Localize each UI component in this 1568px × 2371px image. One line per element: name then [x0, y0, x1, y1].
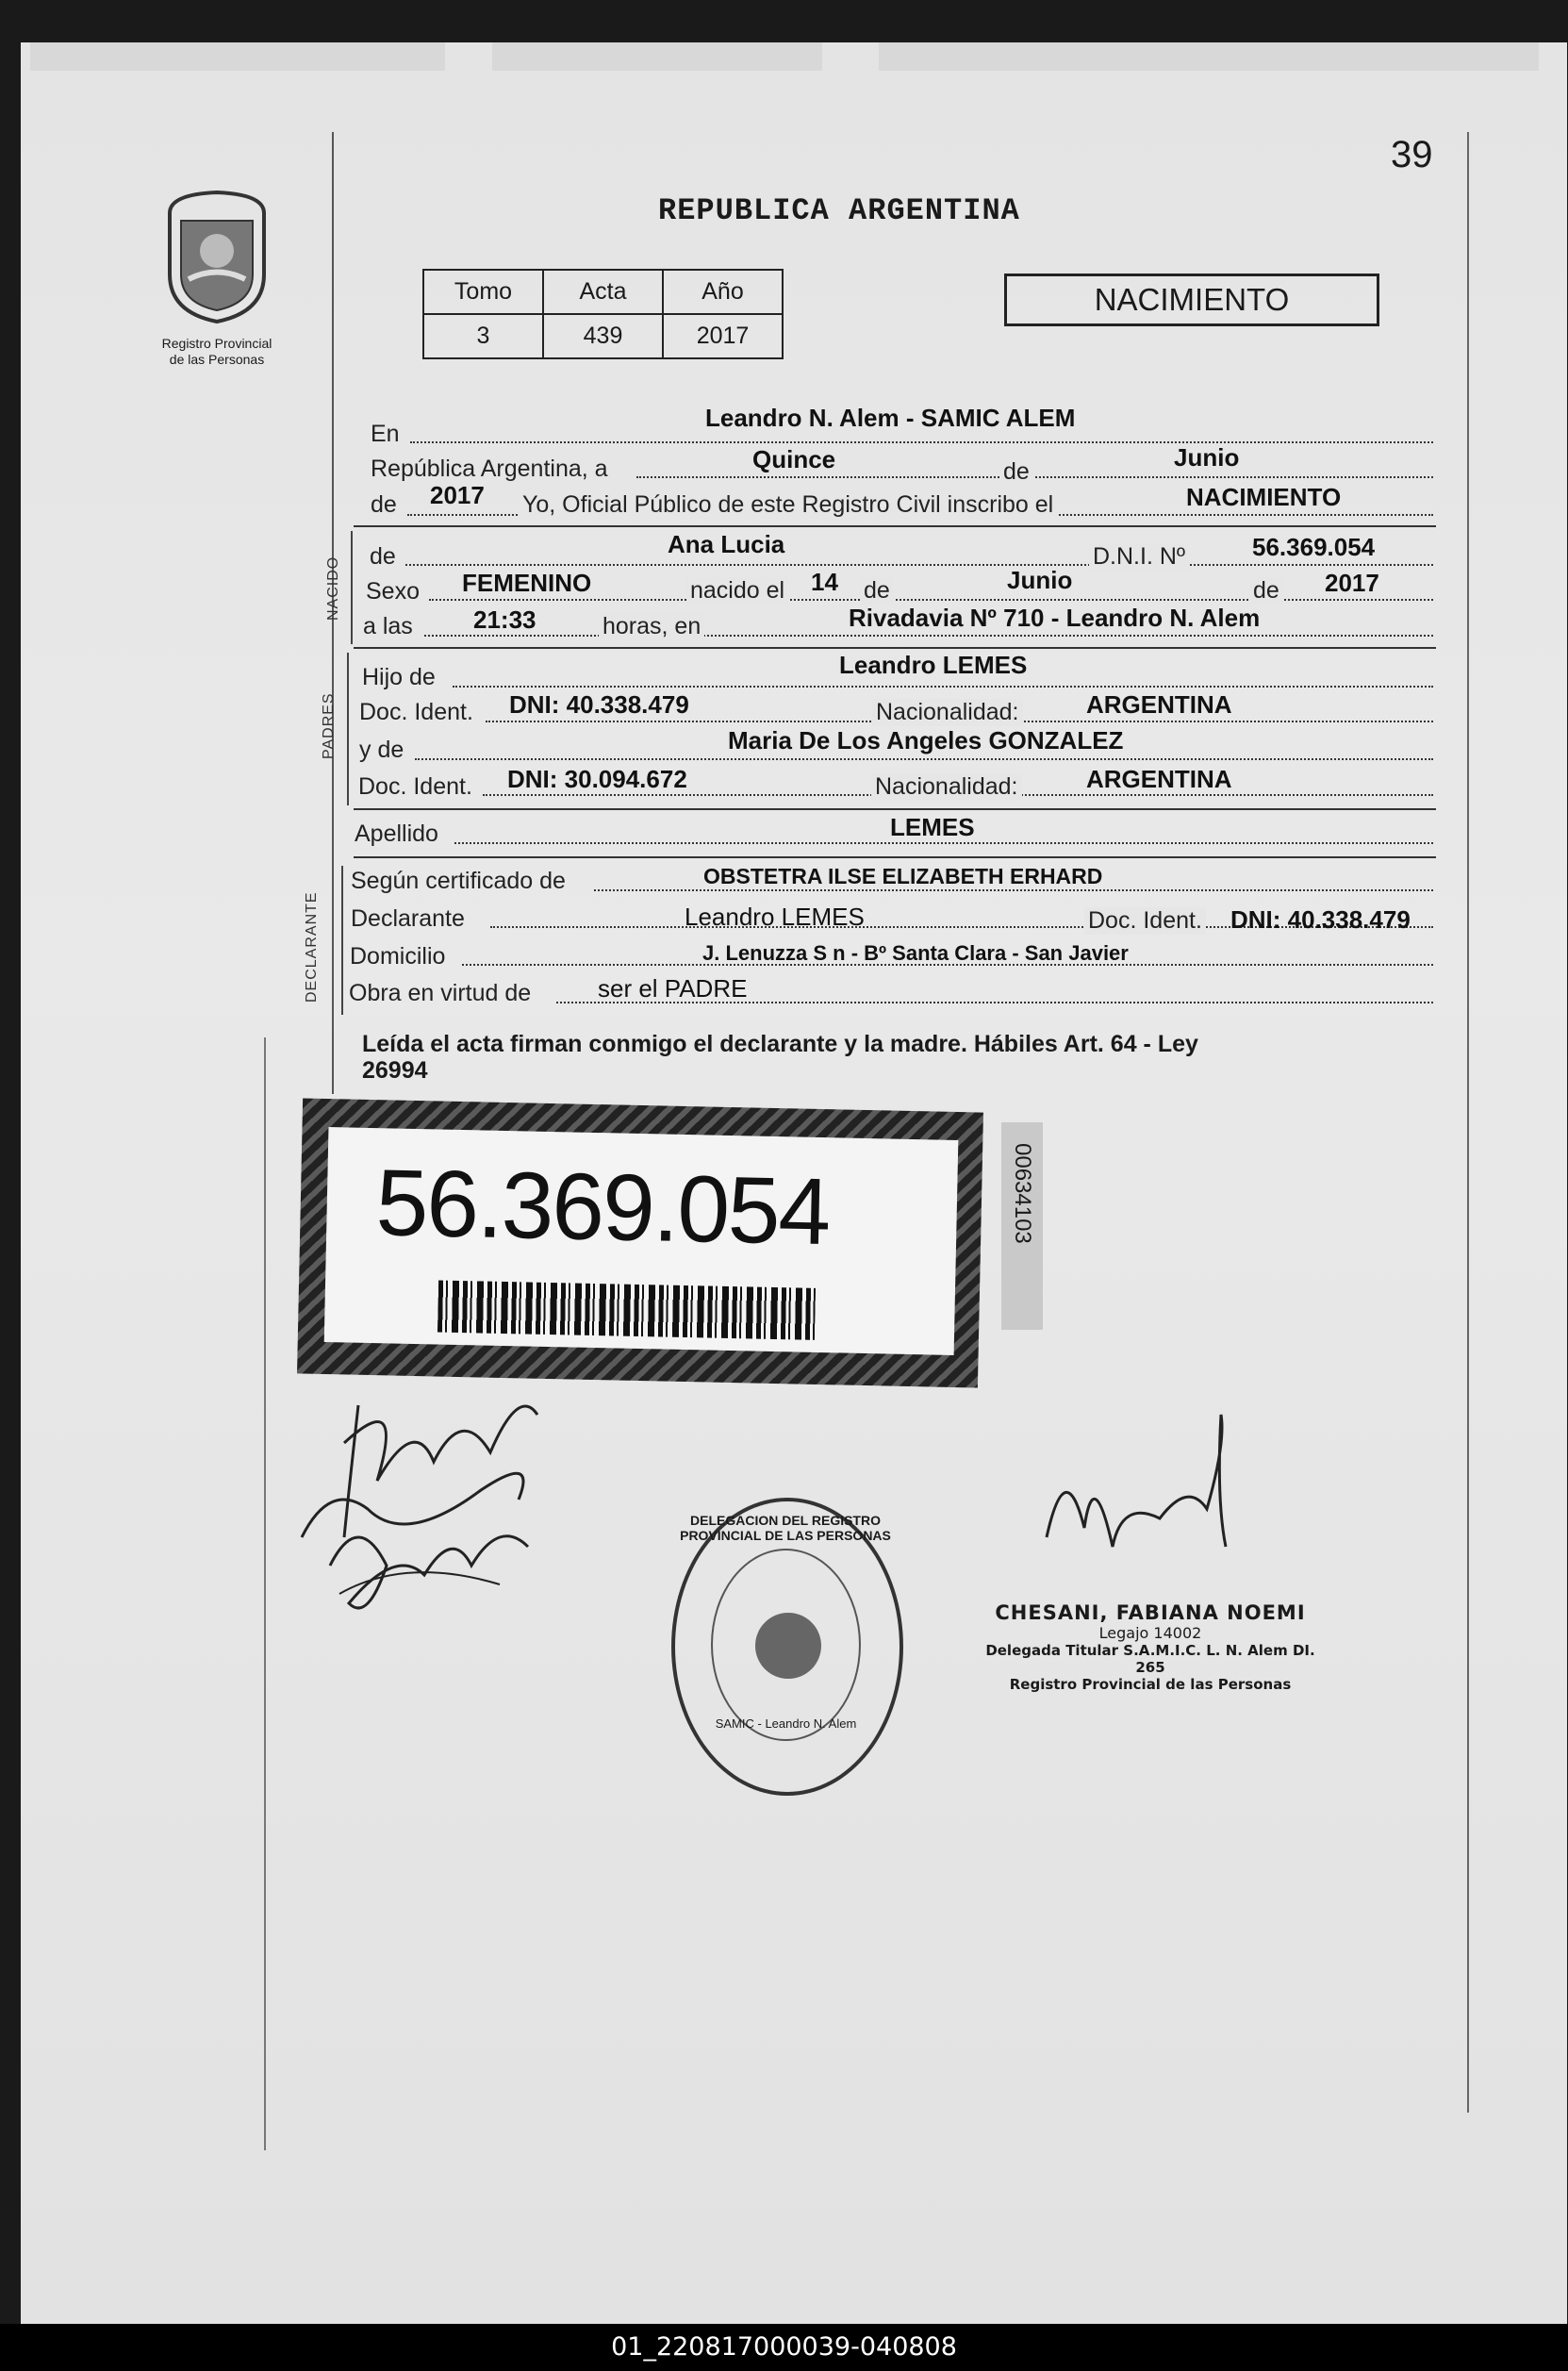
- value-dni: 56.369.054: [1252, 533, 1376, 561]
- registry-header-acta: Acta: [543, 270, 663, 314]
- sticker-number: 56.369.054: [374, 1150, 831, 1266]
- official-seal: [671, 1498, 903, 1796]
- label-de-anio-nac: de: [1249, 577, 1283, 605]
- label-de-nombre: de: [370, 543, 396, 570]
- value-anio: 2017: [430, 481, 485, 509]
- value-anio-nac: 2017: [1325, 569, 1379, 597]
- section-divider: [354, 856, 1436, 858]
- dotted-line: [594, 889, 1433, 891]
- label-republica: República Argentina, a: [371, 456, 608, 482]
- registry-value-acta: 439: [543, 314, 663, 358]
- value-apellido: LEMES: [890, 813, 975, 841]
- document-title: REPUBLICA ARGENTINA: [658, 193, 1020, 228]
- label-nacionalidad-1: Nacionalidad:: [872, 699, 1023, 726]
- value-padre-nac: ARGENTINA: [1086, 690, 1232, 719]
- label-hijo-de: Hijo de: [362, 664, 436, 690]
- label-apellido: Apellido: [355, 821, 438, 847]
- registry-value-tomo: 3: [423, 314, 543, 358]
- label-obra: Obra en virtud de: [349, 980, 532, 1006]
- value-sexo: FEMENINO: [462, 569, 592, 597]
- section-bracket: [341, 866, 343, 1015]
- label-segun-cert: Según certificado de: [351, 868, 566, 894]
- value-certificado: OBSTETRA ILSE ELIZABETH ERHARD: [703, 864, 1103, 888]
- registry-value-anio: 2017: [663, 314, 783, 358]
- label-sexo: Sexo: [366, 578, 420, 605]
- value-hora: 21:33: [473, 605, 536, 634]
- label-yo-oficial: Yo, Oficial Público de este Registro Civil inscribo el: [519, 491, 1057, 519]
- dotted-line: [415, 758, 1433, 760]
- value-madre-nac: ARGENTINA: [1086, 765, 1232, 793]
- registry-table: [422, 269, 784, 359]
- value-tipo: NACIMIENTO: [1186, 483, 1342, 511]
- page-number: 39: [1391, 134, 1433, 175]
- dotted-line: [453, 686, 1433, 688]
- label-dni: D.N.I. Nº: [1089, 543, 1189, 571]
- value-obra: ser el PADRE: [598, 974, 748, 1003]
- dotted-line: [454, 842, 1433, 844]
- label-declarante: Declarante: [351, 905, 465, 932]
- barcode: [437, 1281, 816, 1340]
- official-legajo: Legajo 14002: [1098, 1624, 1202, 1642]
- closing-line-2: 26994: [362, 1057, 428, 1084]
- label-horas-en: horas, en: [599, 613, 704, 640]
- label-nacido-el: nacido el: [686, 577, 788, 605]
- value-padre-doc: DNI: 40.338.479: [509, 690, 689, 719]
- seal-inner-text: SAMIC - Leandro N. Alem: [715, 1716, 857, 1731]
- seal-outer-text: DELEGACION DEL REGISTRO PROVINCIAL DE LAS PERSONAS: [680, 1513, 891, 1543]
- label-doc-ident-3: Doc. Ident.: [1084, 907, 1206, 935]
- value-mes-nac: Junio: [1007, 566, 1073, 594]
- label-doc-ident-2: Doc. Ident.: [358, 773, 472, 800]
- signature-oficial: [1028, 1405, 1245, 1632]
- emblem-caption: [132, 336, 302, 368]
- seal-emblem: [755, 1613, 821, 1679]
- value-mes: Junio: [1174, 443, 1240, 472]
- closing-statement: [362, 1031, 1437, 1084]
- section-divider: [354, 808, 1436, 810]
- label-doc-ident-1: Doc. Ident.: [359, 699, 473, 725]
- scan-filename: 01_220817000039-040808: [0, 2324, 1568, 2371]
- registry-header-tomo: Tomo: [423, 270, 543, 314]
- label-a-las: a las: [363, 613, 413, 639]
- signature-madre: [311, 1490, 547, 1650]
- paper-edge: [879, 42, 1539, 71]
- section-label-nacido: NACIDO: [325, 555, 341, 621]
- serial-number: 00634103: [1010, 1143, 1035, 1244]
- left-margin-line-lower: [264, 1037, 266, 2150]
- record-type-box: NACIMIENTO: [1004, 274, 1379, 326]
- value-declarante: Leandro LEMES: [685, 903, 865, 931]
- value-domicilio: J. Lenuzza S n - Bº Santa Clara - San Javier: [702, 941, 1129, 965]
- dotted-line: [410, 441, 1433, 443]
- paper-edge: [492, 42, 822, 71]
- dotted-line: [424, 635, 1433, 637]
- sticker-label: [324, 1127, 959, 1355]
- emblem-caption-line1: Registro Provincial: [161, 336, 272, 351]
- value-nombre: Ana Lucia: [668, 530, 785, 558]
- section-bracket: [347, 653, 349, 805]
- dotted-line: [636, 476, 1433, 478]
- province-emblem: [151, 185, 283, 326]
- section-label-padres: PADRES: [321, 692, 337, 759]
- right-margin-line: [1467, 132, 1469, 2113]
- registry-header-anio: Año: [663, 270, 783, 314]
- section-divider: [354, 525, 1436, 527]
- label-de-dia: de: [860, 577, 894, 605]
- section-bracket: [351, 531, 353, 644]
- label-domicilio: Domicilio: [350, 943, 446, 970]
- closing-line-1: Leída el acta firman conmigo el declarante y la madre. Hábiles Art. 64 - Ley: [362, 1031, 1198, 1057]
- value-padre: Leandro LEMES: [839, 651, 1028, 679]
- official-registry: Registro Provincial de las Personas: [1009, 1676, 1292, 1693]
- label-nacionalidad-2: Nacionalidad:: [871, 773, 1022, 801]
- label-y-de: y de: [359, 737, 404, 763]
- value-madre: Maria De Los Angeles GONZALEZ: [728, 726, 1124, 754]
- value-lugar-nac: Rivadavia Nº 710 - Leandro N. Alem: [849, 604, 1261, 632]
- value-lugar: Leandro N. Alem - SAMIC ALEM: [705, 404, 1076, 432]
- paper-edge: [30, 42, 445, 71]
- section-label-declarante: DECLARANTE: [304, 891, 320, 1003]
- label-de-anio: de: [371, 491, 397, 518]
- label-de-mes: de: [999, 458, 1033, 486]
- dotted-line: [405, 564, 1433, 566]
- value-declarante-doc: DNI: 40.338.479: [1230, 905, 1411, 934]
- serial-tag: [1001, 1122, 1043, 1330]
- value-dia-letras: Quince: [752, 445, 836, 473]
- value-madre-doc: DNI: 30.094.672: [507, 765, 687, 793]
- official-role: Delegada Titular S.A.M.I.C. L. N. Alem DI. 265: [985, 1642, 1315, 1676]
- official-stamp: [976, 1601, 1325, 1693]
- value-dia-nac: 14: [811, 568, 838, 596]
- emblem-caption-line2: de las Personas: [169, 352, 265, 367]
- official-name: CHESANI, FABIANA NOEMI: [995, 1601, 1306, 1624]
- id-sticker: [297, 1098, 983, 1387]
- section-divider: [354, 647, 1436, 649]
- label-en: En: [371, 421, 400, 447]
